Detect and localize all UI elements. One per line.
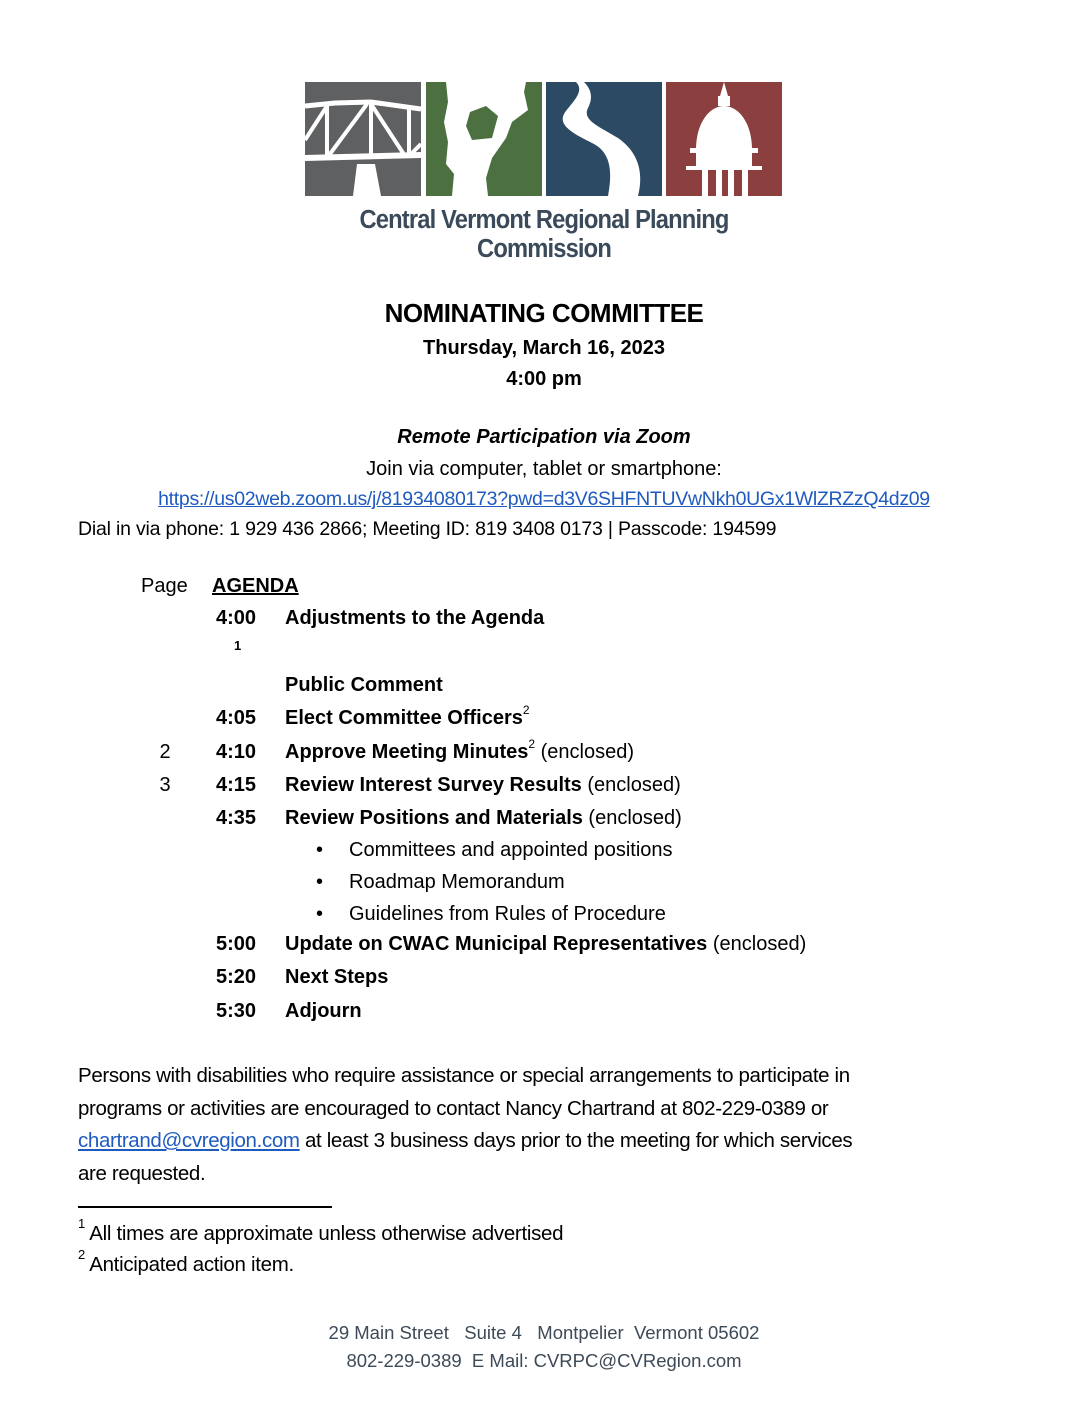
agenda-item-title: Review Interest Survey Results <box>285 774 582 796</box>
sub-bullet-item: Guidelines from Rules of Procedure <box>349 903 666 925</box>
logo-org-name: Central Vermont Regional Planning Commission <box>359 206 729 263</box>
sub-bullet-item: Committees and appointed positions <box>349 839 673 861</box>
remote-heading: Remote Participation via Zoom <box>397 426 691 448</box>
agenda-item-time: 4:35 <box>216 807 257 829</box>
agenda-item-note: (enclosed) <box>535 741 634 763</box>
agenda-item-title: Adjourn <box>285 1000 362 1022</box>
agenda-item-title: Public Comment <box>285 674 443 696</box>
footnote-ref: 2 <box>528 737 536 752</box>
meeting-date: Thursday, March 16, 2023 <box>423 337 665 359</box>
river-icon <box>546 82 662 196</box>
footer-address: 29 Main Street Suite 4 Montpelier Vermont 05602 <box>328 1322 760 1343</box>
page-column-label: Page <box>141 575 188 597</box>
agenda-item-time: 5:30 <box>216 1000 257 1022</box>
agenda-item-time: 5:00 <box>216 933 257 955</box>
footnote-text: Anticipated action item. <box>84 1253 294 1276</box>
bridge-icon <box>305 82 421 196</box>
map-icon <box>426 82 542 196</box>
footnote-mark: 2 <box>78 1247 85 1263</box>
bullet-icon: • <box>316 839 324 861</box>
notice-line: Persons with disabilities who require assistance or special arrangements to participate in <box>78 1064 850 1087</box>
zoom-link[interactable]: https://us02web.zoom.us/j/81934080173?pwd=d3V6SHFNTUVwNkh0UGx1WlZRZzQ4dz09 <box>158 488 930 510</box>
sub-bullet-item: Roadmap Memorandum <box>349 871 565 893</box>
notice-line: at least 3 business days prior to the meeting for which services <box>299 1129 853 1152</box>
footnote <box>78 1216 564 1246</box>
agenda-item-title: Next Steps <box>285 966 389 988</box>
agenda-item-title: Elect Committee Officers <box>285 707 523 729</box>
meeting-title: NOMINATING COMMITTEE <box>384 298 704 328</box>
agenda-item-note: (enclosed) <box>581 774 681 796</box>
capitol-dome-icon <box>666 82 782 196</box>
notice-line: are requested. <box>78 1162 206 1185</box>
footer-contact: 802-229-0389 E Mail: CVRPC@CVRegion.com <box>346 1350 742 1371</box>
footnote-text: All times are approximate unless otherwise advertised <box>84 1222 564 1245</box>
footnote-ref: 2 <box>522 703 530 718</box>
agenda-item-time: 4:05 <box>216 707 257 729</box>
meeting-time: 4:00 pm <box>506 368 582 390</box>
agenda-item-title: Review Positions and Materials <box>285 807 583 829</box>
footnote-ref: 1 <box>234 638 242 653</box>
cvrpc-logo <box>305 82 783 263</box>
agenda-item-title: Approve Meeting Minutes <box>285 741 529 763</box>
notice-line: programs or activities are encouraged to contact Nancy Chartrand at 802-229-0389 or <box>78 1097 829 1120</box>
agenda-item-page: 3 <box>159 774 171 796</box>
bullet-icon: • <box>316 871 324 893</box>
agenda-item-note: (enclosed) <box>582 807 682 829</box>
agenda-item-time: 5:20 <box>216 966 257 988</box>
agenda-item-time: 4:15 <box>216 774 257 796</box>
contact-email-link[interactable]: chartrand@cvregion.com <box>78 1129 300 1152</box>
footnote <box>78 1247 294 1277</box>
agenda-heading: AGENDA <box>212 575 299 597</box>
agenda-item-page: 2 <box>159 741 171 763</box>
bullet-icon: • <box>316 903 324 925</box>
agenda-item-note: (enclosed) <box>707 933 807 955</box>
dial-in-info: Dial in via phone: 1 929 436 2866; Meeting ID: 819 3408 0173 | Passcode: 194599 <box>78 518 777 540</box>
agenda-item-time: 4:00 <box>216 607 257 629</box>
agenda-item-title: Update on CWAC Municipal Representatives <box>285 933 708 955</box>
agenda-item-title: Adjustments to the Agenda <box>285 607 545 629</box>
footnote-mark: 1 <box>78 1216 85 1232</box>
footnote-separator <box>78 1206 332 1208</box>
agenda-item-time: 4:10 <box>216 741 257 763</box>
join-instructions: Join via computer, tablet or smartphone: <box>366 458 722 480</box>
